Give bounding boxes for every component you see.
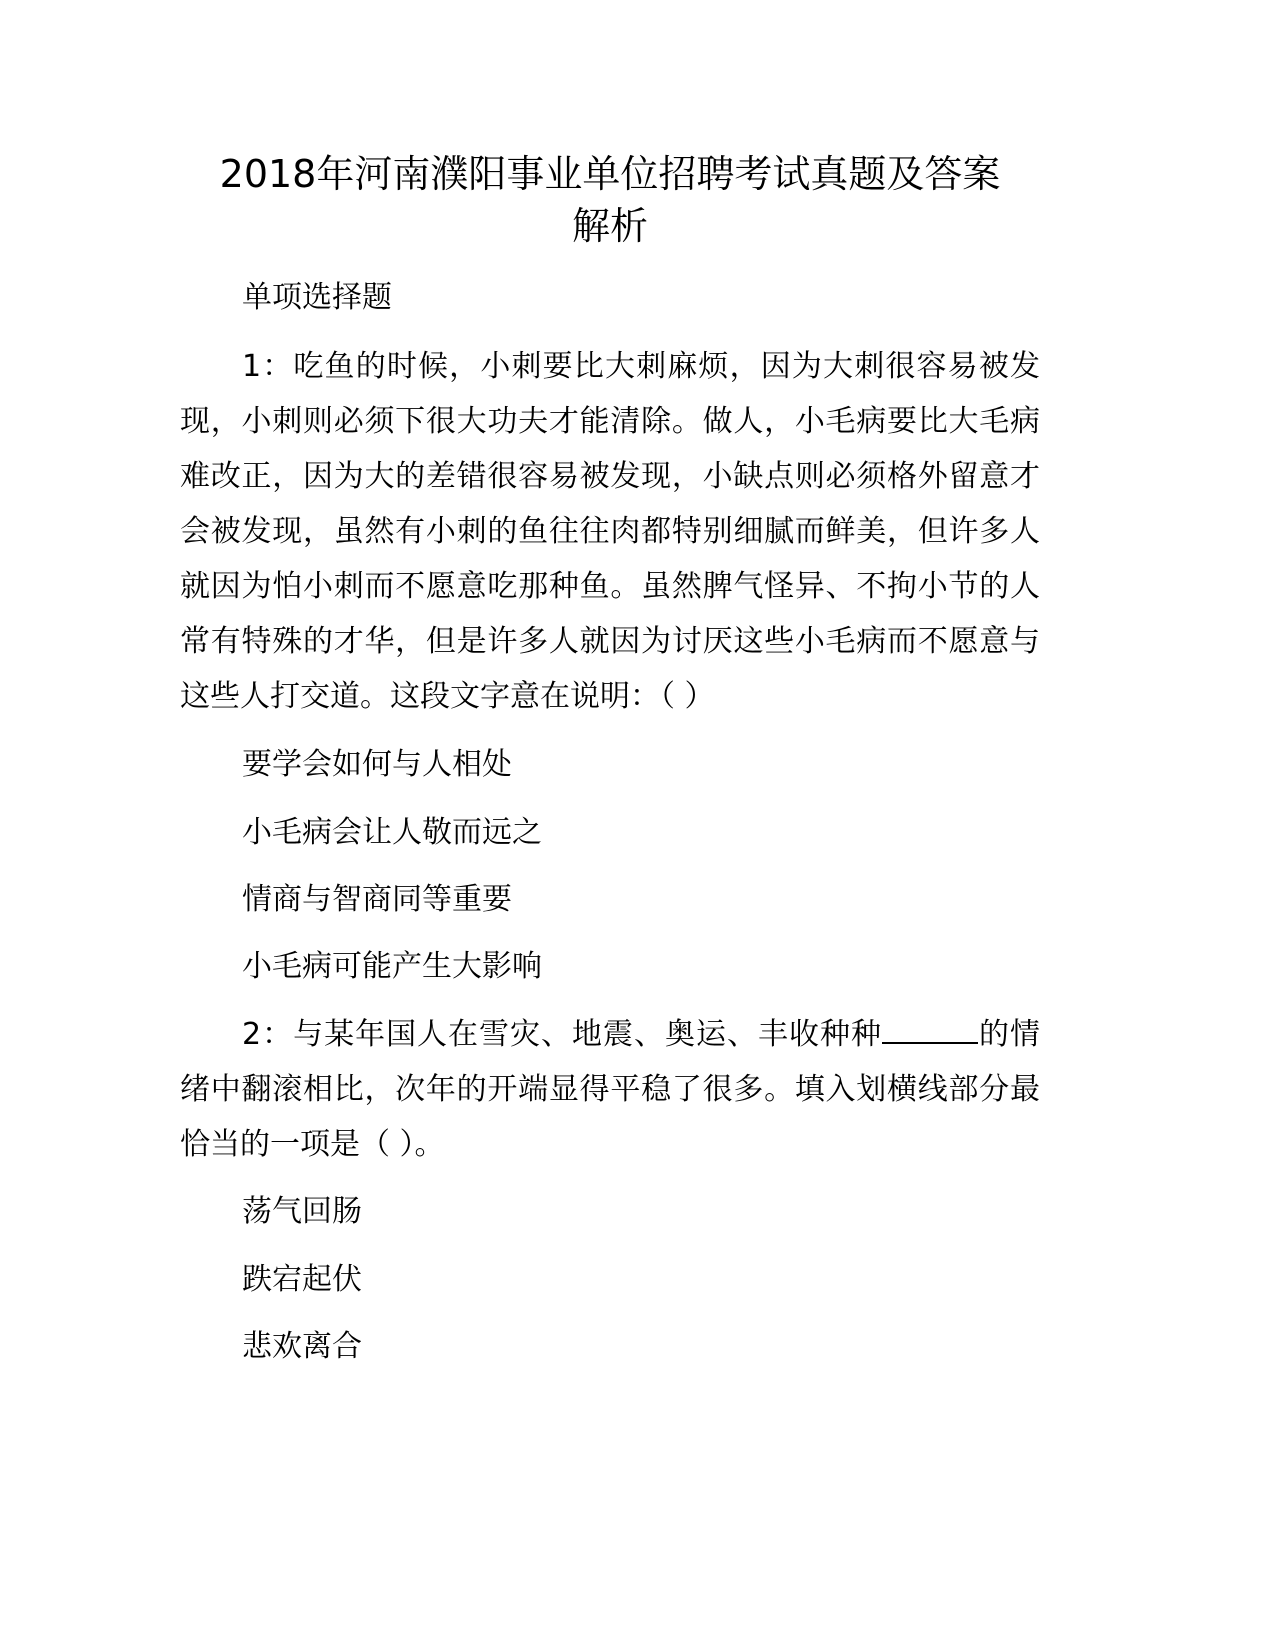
question-1-option-2: 小毛病会让人敬而远之 — [242, 815, 542, 850]
question-2-option-2: 跌宕起伏 — [242, 1262, 362, 1297]
question-2-text — [180, 1007, 1040, 1172]
question-2-option-3: 悲欢离合 — [242, 1329, 362, 1364]
question-1-option-3: 情商与智商同等重要 — [242, 882, 512, 917]
question-2-option-1: 荡气回肠 — [242, 1194, 362, 1229]
document-title — [180, 148, 1040, 252]
question-2-text-after-blank: 的情绪中翻滚相比，次年的开端显得平稳了很多。填入划横线部分最恰当的一项是（ ）。 — [180, 1017, 1041, 1162]
title-line-1: 2018年河南濮阳事业单位招聘考试真题及答案 — [219, 152, 1001, 196]
question-2-text-before-blank: 2：与某年国人在雪灾、地震、奥运、丰收种种 — [242, 1017, 883, 1052]
question-1-text: 1：吃鱼的时候，小刺要比大刺麻烦，因为大刺很容易被发现，小刺则必须下很大功夫才能清除。做人，小毛病要比大毛病难改正，因为大的差错很容易被发现，小缺点则必须格外留意才会被发现，虽然有小刺的鱼往往肉都特别细腻而鲜美，但许多人就因为怕小刺而不愿意吃那种鱼。虽然脾气怪异、不拘小节的人常有特殊的才华，但是许多人就因为讨厌这些小毛病而不愿意与这些人打交道。这段文字意在说明：（ ） — [180, 349, 1040, 714]
question-1-option-1: 要学会如何与人相处 — [242, 747, 512, 782]
fill-in-blank — [882, 1016, 978, 1044]
title-line-2: 解析 — [571, 204, 648, 248]
section-heading: 单项选择题 — [242, 280, 392, 315]
question-1-option-4: 小毛病可能产生大影响 — [242, 949, 542, 984]
